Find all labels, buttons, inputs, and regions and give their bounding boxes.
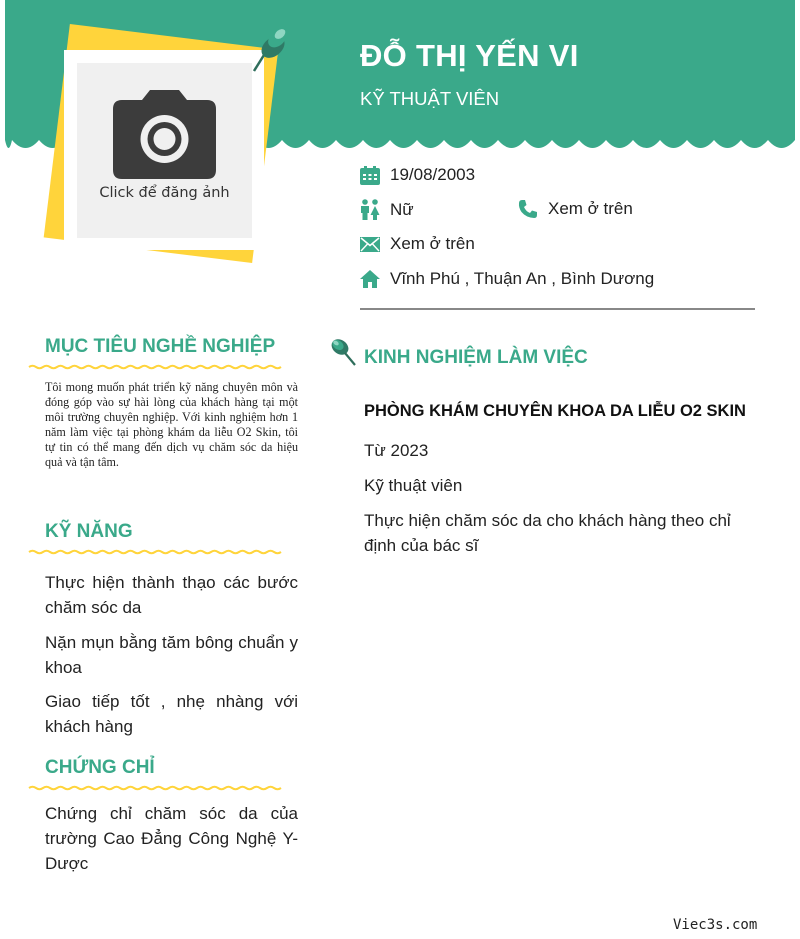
home-icon xyxy=(360,270,380,288)
phone-row xyxy=(518,199,633,219)
footer-brand: Viec3s.com xyxy=(673,917,758,933)
gender-value: Nữ xyxy=(390,199,414,219)
objective-title: MỤC TIÊU NGHỀ NGHIỆP xyxy=(45,336,276,357)
experience-company: PHÒNG KHÁM CHUYÊN KHOA DA LIỄU O2 SKIN xyxy=(364,402,746,420)
photo-upload[interactable] xyxy=(77,63,252,238)
objective-text: Tôi mong muốn phát triển kỹ năng chuyên môn và đóng góp vào sự hài lòng của khách hàng tại một môi trường chuyên nghiệp. Với kinh nghiệm hơn 1 năm làm việc tại phòng khám da liễu O2 Skin, tôi tự tin có thể mang đến dịch vụ chăm sóc da hiệu quả và tận tâm. xyxy=(45,380,298,469)
candidate-name: ĐỖ THỊ YẾN VI xyxy=(360,38,579,73)
email-value: Xem ở trên xyxy=(390,234,475,253)
phone-icon xyxy=(518,199,538,219)
gender-icon xyxy=(360,199,380,220)
skill-item: Giao tiếp tốt , nhẹ nhàng với khách hàng xyxy=(45,692,298,736)
certificates-title: CHỨNG CHỈ xyxy=(45,757,155,778)
candidate-title: KỸ THUẬT VIÊN xyxy=(360,88,500,109)
address-row xyxy=(360,269,654,289)
photo-upload-label: Click để đăng ảnh xyxy=(99,185,230,201)
phone-value: Xem ở trên xyxy=(548,199,633,218)
certificate-item: Chứng chỉ chăm sóc da của trường Cao Đẳng Công Nghệ Y- Dược xyxy=(45,804,298,873)
birthday-row xyxy=(360,165,475,185)
camera-icon xyxy=(112,88,217,180)
calendar-icon xyxy=(360,166,380,185)
certificates-underline xyxy=(28,783,283,793)
skill-item: Nặn mụn bằng tăm bông chuẩn y khoa xyxy=(45,633,298,677)
objective-underline xyxy=(28,362,283,372)
contact-divider xyxy=(360,308,755,310)
email-row xyxy=(360,234,475,254)
experience-position: Kỹ thuật viên xyxy=(364,476,463,495)
pushpin-icon xyxy=(250,25,290,73)
skill-item: Thực hiện thành thạo các bước chăm sóc da xyxy=(45,573,298,617)
address-value: Vĩnh Phú , Thuận An , Bình Dương xyxy=(390,269,655,288)
photo-frame xyxy=(64,50,264,250)
gender-row xyxy=(360,199,414,220)
photo-area[interactable] xyxy=(44,28,284,273)
experience-period: Từ 2023 xyxy=(364,441,429,460)
email-icon xyxy=(360,237,380,252)
skills-title: KỸ NĂNG xyxy=(45,521,133,542)
pushpin-icon xyxy=(329,337,357,367)
experience-description: Thực hiện chăm sóc da cho khách hàng theo chỉ định của bác sĩ xyxy=(364,511,731,555)
experience-title: KINH NGHIỆM LÀM VIỆC xyxy=(364,347,588,368)
skills-underline xyxy=(28,547,283,557)
birthday-value: 19/08/2003 xyxy=(390,165,476,184)
